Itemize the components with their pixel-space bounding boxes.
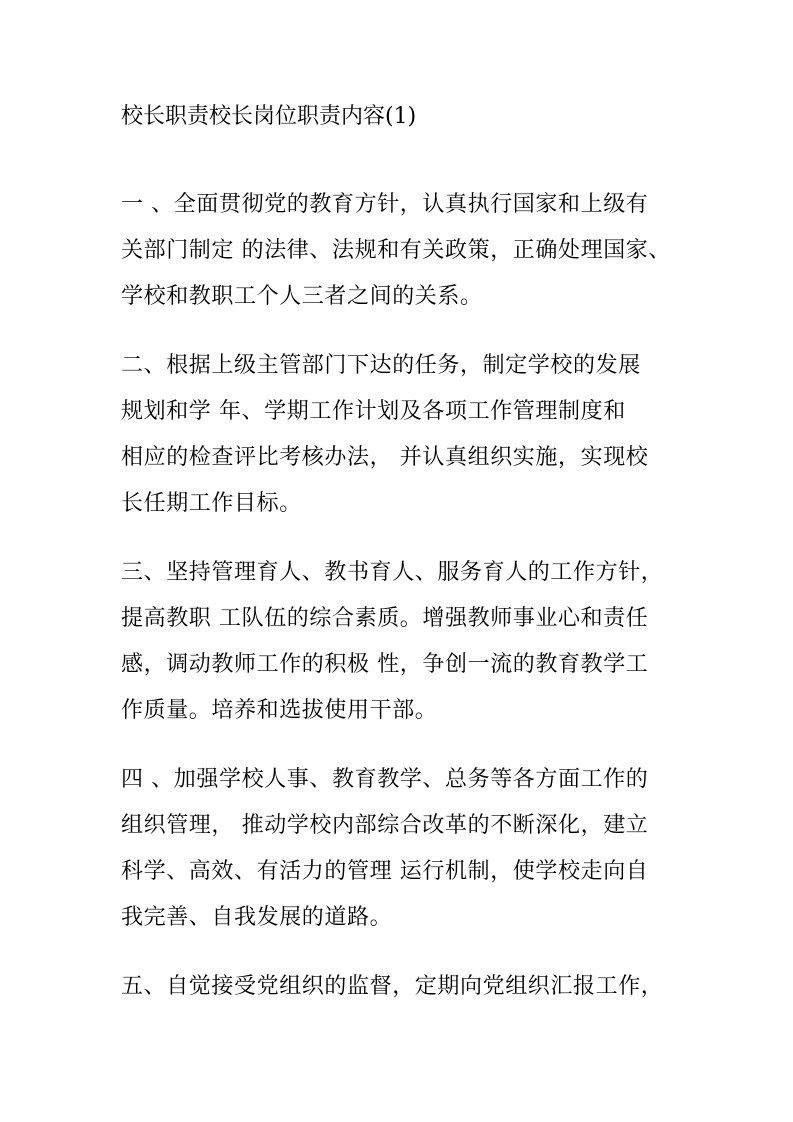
paragraph-line: 三、坚持管理育人、教书育人、服务育人的工作方针，	[121, 560, 664, 585]
paragraph-line: 关部门制定 的法律、法规和有关政策，正确处理国家、	[121, 238, 671, 263]
paragraph-line: 相应的检查评比考核办法， 并认真组织实施，实现校	[121, 445, 649, 470]
paragraph-line: 规划和学 年、学期工作计划及各项工作管理制度和	[121, 399, 626, 424]
paragraph-4	[121, 757, 681, 941]
paragraph-line: 作质量。培养和选拔使用干部。	[121, 698, 438, 723]
document-title: 校长职责校长岗位职责内容(1)	[121, 104, 417, 129]
paragraph-2	[121, 343, 681, 527]
paragraph-line: 科学、高效、有活力的管理 运行机制，使学校走向自	[121, 859, 649, 884]
paragraph-line: 二、根据上级主管部门下达的任务，制定学校的发展	[121, 353, 641, 378]
paragraph-line: 五、自觉接受党组织的监督，定期向党组织汇报工作，	[121, 974, 664, 999]
paragraph-line: 学校和教职工个人三者之间的关系。	[121, 284, 483, 309]
paragraph-5	[121, 964, 681, 1010]
paragraph-line: 组织管理， 推动学校内部综合改革的不断深化，建立	[121, 813, 649, 838]
paragraph-line: 我完善、自我发展的道路。	[121, 905, 393, 930]
paragraph-line: 长任期工作目标。	[121, 491, 302, 516]
paragraph-line: 感，调动教师工作的积极 性，争创一流的教育教学工	[121, 652, 649, 677]
paragraph-1	[121, 182, 681, 320]
paragraph-3	[121, 550, 681, 734]
paragraph-line: 一 、全面贯彻党的教育方针，认真执行国家和上级有	[121, 192, 649, 217]
paragraph-line: 提高教职 工队伍的综合素质。增强教师事业心和责任	[121, 606, 649, 631]
paragraph-line: 四 、加强学校人事、教育教学、总务等各方面工作的	[121, 767, 649, 792]
